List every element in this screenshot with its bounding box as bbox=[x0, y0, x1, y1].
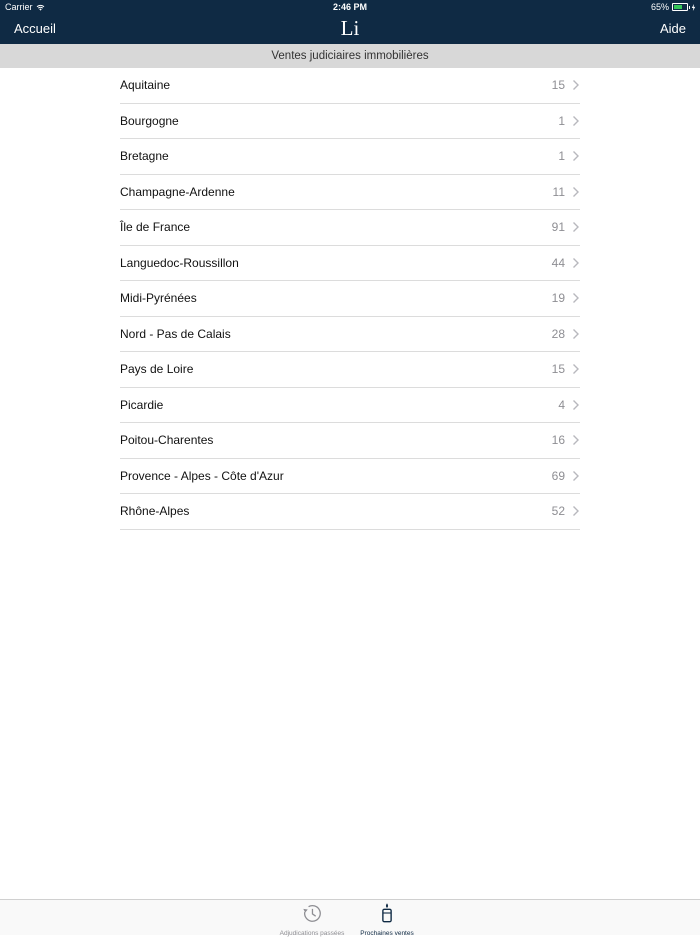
app-logo: Li bbox=[340, 16, 360, 40]
chevron-right-icon bbox=[571, 363, 580, 375]
region-count: 44 bbox=[551, 255, 565, 270]
status-time: 2:46 PM bbox=[332, 2, 367, 12]
region-name: Provence - Alpes - Côte d'Azur bbox=[120, 468, 284, 483]
chevron-right-icon bbox=[571, 399, 580, 411]
region-list bbox=[120, 68, 580, 530]
region-row[interactable] bbox=[120, 281, 580, 317]
section-header: Ventes judiciaires immobilières bbox=[0, 44, 700, 68]
region-name: Midi-Pyrénées bbox=[120, 291, 197, 306]
region-row[interactable] bbox=[120, 352, 580, 388]
carrier-label: Carrier bbox=[5, 2, 33, 12]
region-name: Nord - Pas de Calais bbox=[120, 326, 231, 341]
region-count: 52 bbox=[551, 504, 565, 519]
region-name: Languedoc-Roussillon bbox=[120, 255, 239, 270]
region-row[interactable] bbox=[120, 210, 580, 246]
region-name: Bourgogne bbox=[120, 113, 179, 128]
region-name: Rhône-Alpes bbox=[120, 504, 190, 519]
region-row[interactable] bbox=[120, 104, 580, 140]
region-row[interactable] bbox=[120, 68, 580, 104]
region-name: Bretagne bbox=[120, 149, 169, 164]
region-count: 15 bbox=[551, 78, 565, 93]
chevron-right-icon bbox=[571, 328, 580, 340]
battery-info bbox=[651, 0, 696, 14]
chevron-right-icon bbox=[571, 257, 580, 269]
region-count: 4 bbox=[558, 397, 565, 412]
region-count: 28 bbox=[551, 326, 565, 341]
region-count: 1 bbox=[558, 149, 565, 164]
region-row[interactable] bbox=[120, 423, 580, 459]
region-row[interactable] bbox=[120, 317, 580, 353]
nav-row bbox=[0, 14, 700, 44]
tab-upcoming-sales[interactable] bbox=[347, 902, 427, 937]
chevron-right-icon bbox=[571, 505, 580, 517]
chevron-right-icon bbox=[571, 434, 580, 446]
region-count: 91 bbox=[551, 220, 565, 235]
region-count: 16 bbox=[551, 433, 565, 448]
chevron-right-icon bbox=[571, 79, 580, 91]
region-count: 69 bbox=[551, 468, 565, 483]
region-count: 1 bbox=[558, 113, 565, 128]
region-count: 11 bbox=[552, 184, 565, 199]
region-name: Aquitaine bbox=[120, 78, 171, 93]
region-row[interactable] bbox=[120, 175, 580, 211]
region-name: Champagne-Ardenne bbox=[120, 184, 235, 199]
help-button[interactable]: Aide bbox=[659, 21, 686, 36]
history-clock-icon bbox=[301, 902, 323, 924]
chevron-right-icon bbox=[571, 221, 580, 233]
chevron-right-icon bbox=[571, 186, 580, 198]
navigation-bar bbox=[0, 0, 700, 44]
region-name: Picardie bbox=[120, 397, 164, 412]
tab-past-label: Adjudications passées bbox=[279, 930, 345, 937]
tab-past-auctions[interactable] bbox=[272, 902, 352, 937]
chevron-right-icon bbox=[571, 292, 580, 304]
region-row[interactable] bbox=[120, 246, 580, 282]
region-row[interactable] bbox=[120, 494, 580, 530]
tab-bar bbox=[0, 899, 700, 935]
charging-icon bbox=[691, 4, 696, 11]
region-name: Poitou-Charentes bbox=[120, 433, 214, 448]
region-row[interactable] bbox=[120, 388, 580, 424]
chevron-right-icon bbox=[571, 470, 580, 482]
chevron-right-icon bbox=[571, 150, 580, 162]
region-row[interactable] bbox=[120, 459, 580, 495]
battery-percent: 65% bbox=[650, 2, 669, 12]
status-bar bbox=[0, 0, 700, 14]
back-button-accueil[interactable]: Accueil bbox=[14, 21, 56, 36]
region-count: 19 bbox=[551, 291, 565, 306]
candle-icon bbox=[376, 902, 398, 924]
region-name: Pays de Loire bbox=[120, 362, 194, 377]
region-count: 15 bbox=[551, 362, 565, 377]
battery-icon bbox=[672, 3, 688, 11]
region-row[interactable] bbox=[120, 139, 580, 175]
tab-next-label: Prochaines ventes bbox=[360, 930, 414, 937]
chevron-right-icon bbox=[571, 115, 580, 127]
region-name: Île de France bbox=[120, 220, 191, 235]
